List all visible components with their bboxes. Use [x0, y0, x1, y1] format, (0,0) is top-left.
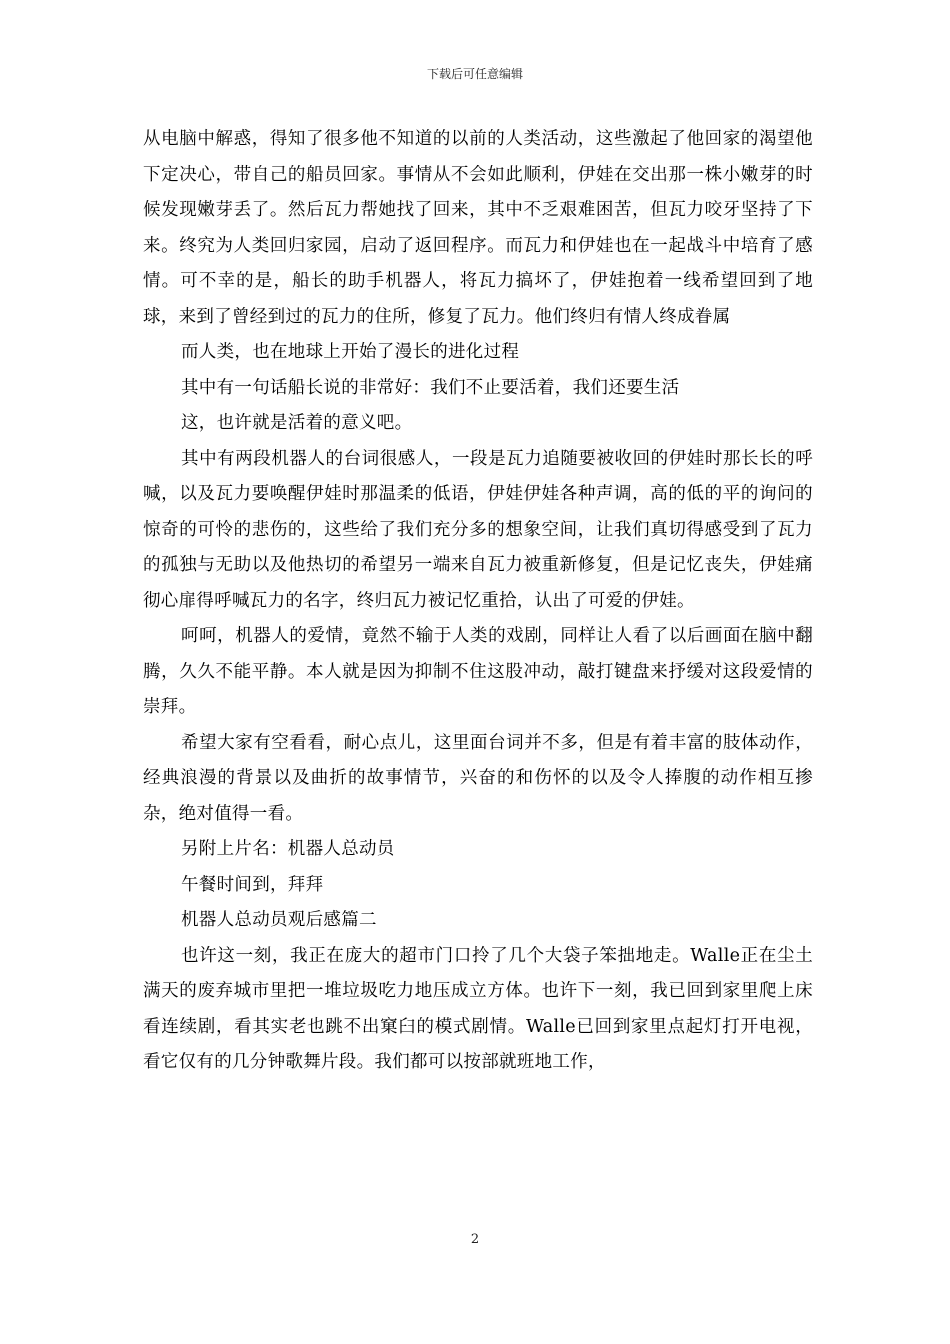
paragraph-8: 另附上片名：机器人总动员 [181, 839, 395, 859]
paragraph-6: 呵呵，机器人的爱情，竟然不输于人类的戏剧，同样让人看了以后画面在脑中翻腾，久久不能平静。本人就是因为抑制不住这股冲动，敲打键盘来抒缓对这段爱情的崇拜。 [143, 626, 813, 717]
paragraph-9: 午餐时间到，拜拜 [181, 874, 324, 895]
paragraph-5: 其中有两段机器人的台词很感人，一段是瓦力追随要被收回的伊娃时那长长的呼喊，以及瓦力要唤醒伊娃时那温柔的低语，伊娃伊娃各种声调，高的低的平的询问的惊奇的可怜的悲伤的，这些给了我们充分多的想象空间，让我们真切得感受到了瓦力的孤独与无助以及他热切的希望另一端来自瓦力被重新修复，但是记忆丧失，伊娃痛彻心扉得呼喊瓦力的名字，终归瓦力被记忆重拾，认出了可爱的伊娃。 [143, 448, 813, 611]
page-header: 下载后可任意编辑 [426, 67, 523, 81]
paragraph-7: 希望大家有空看看，耐心点儿，这里面台词并不多，但是有着丰富的肢体动作，经典浪漫的背景以及曲折的故事情节，兴奋的和伤怀的以及令人捧腹的动作相互掺杂，绝对值得一看。 [143, 732, 813, 824]
paragraph-3: 其中有一句话船长说的非常好：我们不止要活着，我们还要生活 [181, 377, 680, 398]
paragraph-4: 这，也许就是活着的意义吧。 [181, 413, 413, 433]
section-heading: 机器人总动员观后感篇二 [181, 910, 377, 930]
document-body [143, 122, 813, 1081]
paragraph-1: 从电脑中解惑，得知了很多他不知道的以前的人类活动，这些激起了他回家的渴望他下定决心，带自己的船员回家。事情从不会如此顺利，伊娃在交出那一株小嫩芽的时候发现嫩芽丢了。然后瓦力帮她找了回来，其中不乏艰难困苦，但瓦力咬牙坚持了下来。终究为人类回归家园，启动了返回程序。而瓦力和伊娃也在一起战斗中培育了感情。可不幸的是，船长的助手机器人，将瓦力搞坏了，伊娃抱着一线希望回到了地球，来到了曾经到过的瓦力的住所，修复了瓦力。他们终归有情人终成眷属 [143, 129, 813, 327]
paragraph-10: 也许这一刻，我正在庞大的超市门口拎了几个大袋子笨拙地走。Walle正在尘土满天的废弃城市里把一堆垃圾吃力地压成立方体。也许下一刻，我已回到家里爬上床看连续剧，看其实老也跳不出窠臼的模式剧情。Walle已回到家里点起灯打开电视，看它仅有的几分钟歌舞片段。我们都可以按部就班地工作， [143, 945, 813, 1072]
paragraph-2: 而人类，也在地球上开始了漫长的进化过程 [181, 342, 520, 362]
page-number: 2 [470, 1232, 480, 1247]
